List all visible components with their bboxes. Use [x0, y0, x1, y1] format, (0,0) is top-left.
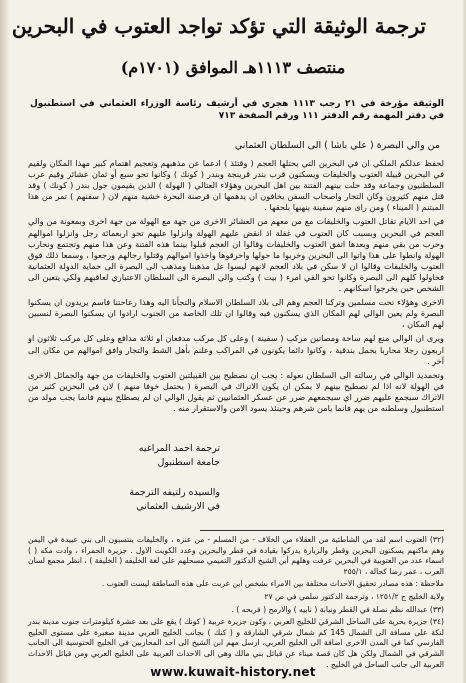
footnote: ولاية الخليج ج ١٢٥١/٢ ، وترجمة الدكتور سلمي في ص ٢٧: [264, 591, 444, 601]
document-subtitle: منتصف ١١١٣هـ الموافق (١٧٠١م): [120, 58, 346, 77]
footnote: (٣٣) عبدالله نظم نصلة في القطر ونيابة ( نابيه ) والارمح ( فريحه ) .: [231, 604, 444, 614]
footnote: (٣٢) العتوب اسم لقد من الشاطئية من العقلاء من الخلاف - من المسلم - من عنزه ، والخليفات ينتسبون الى بني عبيدة في اليمن وهم ماكنهم يسكنون البحرين وقطر والزبارة يدركوا بقيادة في قطر والبحرين وعدد الكويت الاول . جزيرة الحمراء ، وادت مكه ( ) اسماء عدد من العتوبية في البحرين عرفت وهلهم أبن الشيخ الدكتور التميمي مسحلهم على لغة الخليفه ( الخليفة ) ، انظر مجمع لسان العرب ، عمر رضا كحالة ، ٢٥٥/١: [28, 535, 444, 576]
scan-edge: [0, 0, 10, 683]
body-paragraph: لحفظ عدلكم الملكي ان في البحرين التي يحتلها العجم ( وقتئذ ) ادعما عن مذهبهم وتعجيم اهتمام كبير مهذا المكان ولقيم في البحرين قبيلة العتوب والخليفات ويسكنون قرب بندر قرينجة وبندر ( كونك ) وكانوا تحو سبع أو ثمان عشائر وقيم عرب السلطنيون وجماعة وقد حلت بينهم الفتنة بين اهل البحرين وهؤلاء العتالي ( الهولة ) الذين يقيمون حول بندر ( كونك ) وقد قتل منهم كثيرون وكان التجار واصحاب السفن يخافون ان يدهمها ان قرصنة البحرة خشية منهم لان ( سفنهم ) تمر من هذا المبتنم ( الميناء ) ومن راى منهم سفينة ينهبها بلحقها .: [28, 158, 444, 213]
site-watermark: www.kuwait-history.net: [150, 665, 316, 679]
body-paragraph: في احد الايام تقاتل العتوب والخليفات مع من معهم من العشائر الاخرى من جهة مع الهولة من جهة اخرى وبمعونة من والي العجم في البحرين وبسبب كان العتوب في غفلة اذ انقض عليهم الهولة وانزلوا عليهم تحو اربعمائة رجل وانزلوا اموالهم وحرب من بقي منهم وبعدها اتفق العتوب والخليفات وقالوا ان العجم قبلوا بينما هذه الفتنة وعن هذا منهم وتجتمع ونحارب الهولة وانطوا على هذا واتوا الى البحرين وخربوا ما حولها واحرقوها واخذوا اموالهم وقتلوا رجالهم ورجعوا ، وسمعا ذلك فوق العتوب والخليفات وقالوا ان لا سكن في بلاد العجم لانهم ليسوا عل مذهبنا ومذهب الى البصرة الى حماية الدولة العثمانية فحاولوا كلهم الى البصرة وكانوا تحو الفي امرء ( بيت ) وكتب والي البصرة الى السلطان الاعتباري لعاقبهم ولكي يتعين الى الشخص حين يخرجوا اسكانهم .: [28, 216, 444, 294]
footnote: ملاحظة : هذه مصادر تحقيق الاحداث مختلفة بين الامراء بشخص اين عربت على هذه الساطقة ليست العتوب .: [101, 579, 444, 589]
body-paragraph: وتحمديد الوالي في رسالته الى السلطان نعوله : يجب ان نصطيح بين القبيلتين العتوب والخليفات من جهة والجمائل الاخرى في الهولة لانه اذا لم نصطيح بينهم لا يمكن ان يكون الاتراك في البصرة ( يحتمل خوفا منهم ) لان في البحرين كثير من الاتراك سيجمع عليهم ضرر اي سيجمعهم ضرر عن عسكر العثمانيين ثم يقول الوالي ان لم يصطلح بينهم فانما يجب مولد من استطنبول وسلطنه من يهم فانما يامن شرهم وحينئذ يسود الامن والاستقرار منه .: [28, 369, 444, 413]
body-paragraph: الاخرى وهؤلاء تحت مسلمين وتركنا العجم وهم الى بلاد السلطان الاسلام والتجأنا اليه وهذا رعاحتنا فاسم يريدون ان يسكنوا البصرة ولم يعين الوالي لهم المكان الذي يسكنون فيه وقالوا ان تلك الخاصة من الجنوب ارادوا ان يسكنوا البصرة لنسبين لهم المكان ،: [28, 297, 444, 330]
footnotes: [28, 535, 444, 672]
scan-edge: [462, 0, 466, 683]
letter-address: من والي البصرة ( علي باشا ) الى السلطان العثماني: [234, 140, 440, 151]
footnote-divider: [200, 530, 444, 531]
co-translator-affiliation: في الارشيف العثماني: [136, 501, 220, 512]
document-source-note: الوثيقة مؤرخة في ٢١ رجب ١١١٣ هجري في أرشيف رئاسة الوزراء العثماني في استطنبول في دفتر المهمة رقم الدفتر ١١١ ورقم الصفحة ٧١٣: [30, 99, 445, 121]
footnote: (٣٤) جزيرة بحرية على الساحل الشرقي للخليج العربي ، وكون جزيرة عربية ( كونك ) يقع على بعد عشرة كيلومترات جنوب مدينة بندر لنكة على مسافة الى الشمال 145 كم شمال شرقي الشارقة و ( كنك ) بجانب الخليج العربي مدينة صغيرة على مستوى الخليج الفارسي كما في المدن الاخرى اضافة الى الخليج العربي، ارسل مهم ابن الشيخ الى احد المحاربين في الخليج الحتوسية الى الجانب الشرقي في الشمال ولكن هل كان قصة ميناء عن قبائل بني مالك وهي الى الاحداث العربية على الخليج العربي ومن قبائل الاحداث العربية الى جانب الساحل في الخليج .: [28, 617, 444, 669]
translator-name: ترجمة احمد المراغيه: [138, 443, 220, 454]
document-title: ترجمة الوثيقة التي تؤكد تواجد العتوب في البحرين: [11, 14, 426, 38]
body-paragraph: ويرى ان الوالي منع لهم ساحة ومصاتين مركب ( سفينة ) وعلى كل مركب مدفعان او ثلاثة مدافع وعلى كل مركب ثلاثون او اربعون رجلا محاربا يحمل بندقية ، وكانوا دائما يكونون في المراكب وعلنم بأهل الشط والتجار وافق اموالهم من مكان الى آخر .: [28, 333, 444, 366]
co-translator-name: والسيده رلتيفه الترجمة: [129, 487, 220, 498]
document-body: [28, 158, 444, 417]
translator-affiliation: جامعة اسطنبول: [157, 457, 220, 468]
